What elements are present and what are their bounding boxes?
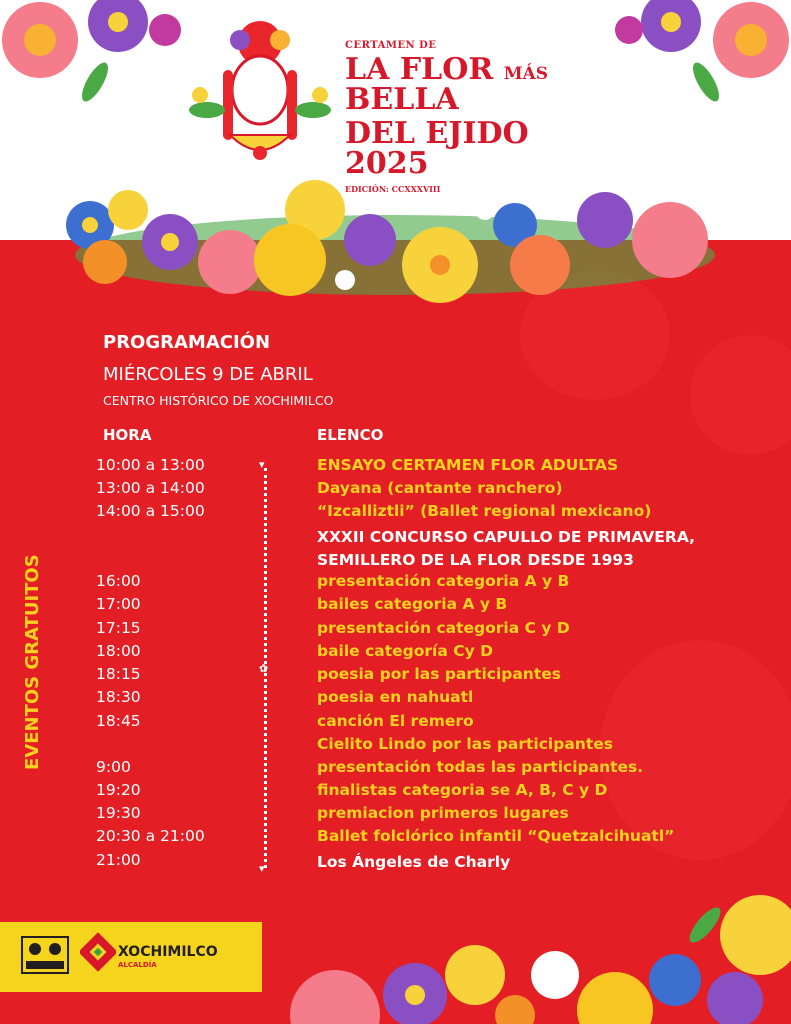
event-item: presentación categoria C y D	[317, 619, 570, 637]
flower-purple-icon	[88, 0, 148, 52]
flower-yellow-icon	[720, 895, 791, 975]
time-item: 9:00	[96, 758, 131, 776]
timeline-flower-middle-icon: ✿	[259, 662, 269, 675]
event-item: XXXII CONCURSO CAPULLO DE PRIMAVERA,	[317, 528, 696, 546]
flower-yellow-icon	[445, 945, 505, 1005]
flower-yellow-icon	[402, 227, 478, 303]
flower-yellow-icon	[254, 224, 326, 296]
event-item: finalistas categoria se A, B, C y D	[317, 781, 608, 799]
flower-magenta-icon	[615, 16, 643, 44]
event-item: premiacion primeros lugares	[317, 804, 569, 822]
event-item: presentación todas las participantes.	[317, 758, 644, 776]
flower-white-icon	[335, 270, 355, 290]
side-label: EVENTOS GRATUITOS	[22, 554, 43, 770]
flower-garland	[60, 170, 730, 310]
time-item: 19:20	[96, 781, 141, 799]
flower-orange-icon	[495, 995, 535, 1024]
event-item: ENSAYO CERTAMEN FLOR ADULTAS	[317, 456, 619, 474]
event-date: MIÉRCOLES 9 DE ABRIL	[103, 364, 313, 385]
time-item: 20:30 a 21:00	[96, 827, 205, 845]
top-left-flowers	[0, 0, 190, 110]
flower-white-icon	[475, 200, 495, 220]
flower-yellow-icon	[108, 190, 148, 230]
section-title: PROGRAMACIÓN	[103, 332, 271, 353]
time-item: 19:30	[96, 804, 141, 822]
event-item: “Izcalliztli” (Ballet regional mexicano)	[317, 502, 652, 520]
time-item: 17:15	[96, 619, 141, 637]
flower-purple-icon	[707, 972, 763, 1024]
event-item: baile categoría Cy D	[317, 642, 493, 660]
event-item: Los Ángeles de Charly	[317, 853, 511, 871]
event-item: presentación categoria A y B	[317, 572, 570, 590]
flower-pink-icon	[713, 2, 789, 78]
time-item: 10:00 a 13:00	[96, 456, 205, 474]
edition: EDICIÓN: CCXXXVIII	[345, 184, 441, 194]
column-header-elenco: ELENCO	[317, 426, 384, 444]
event-item: Cielito Lindo por las participantes	[317, 735, 613, 753]
background-flower-shape	[690, 335, 791, 455]
xochimilco-logo-icon	[80, 932, 116, 976]
flower-pink-icon	[632, 202, 708, 278]
title-line-2: DEL EJIDO 2025	[345, 116, 529, 181]
column-header-hora: HORA	[103, 426, 152, 444]
title-line-1: LA FLOR MÁS BELLA	[345, 52, 549, 117]
flower-queen-illustration-icon	[185, 15, 335, 165]
event-item: Ballet folclórico infantil “Quetzalcihuatl”	[317, 827, 675, 845]
timeline-flower-bottom-icon: ▾	[259, 862, 265, 875]
time-item: 17:00	[96, 595, 141, 613]
flower-blue-icon	[649, 954, 701, 1006]
flower-purple-icon	[577, 192, 633, 248]
pre-title: CERTAMEN DE	[345, 40, 437, 51]
flower-purple-icon	[383, 963, 447, 1024]
flower-pink-icon	[198, 230, 262, 294]
time-item: 18:15	[96, 665, 141, 683]
flower-purple-icon	[344, 214, 396, 266]
time-item: 16:00	[96, 572, 141, 590]
event-location: CENTRO HISTÓRICO DE XOCHIMILCO	[103, 393, 334, 408]
flower-orange-icon	[83, 240, 127, 284]
flower-white-icon	[531, 951, 579, 999]
flower-yellow-icon	[577, 972, 653, 1024]
event-item: Dayana (cantante ranchero)	[317, 479, 563, 497]
time-item: 18:45	[96, 712, 141, 730]
time-item: 21:00	[96, 851, 141, 869]
event-item: bailes categoria A y B	[317, 595, 508, 613]
cdmx-logo-icon	[20, 935, 70, 975]
flower-purple-icon	[142, 214, 198, 270]
flower-pink-icon	[290, 970, 380, 1024]
flower-magenta-icon	[149, 14, 181, 46]
event-item: SEMILLERO DE LA FLOR DESDE 1993	[317, 551, 634, 569]
leaf-icon	[688, 59, 724, 105]
flower-purple-icon	[641, 0, 701, 52]
time-item: 13:00 a 14:00	[96, 479, 205, 497]
time-item: 18:00	[96, 642, 141, 660]
flower-orange-icon	[510, 235, 570, 295]
event-item: canción El remero	[317, 712, 474, 730]
footer-brand: XOCHIMILCO	[118, 944, 218, 960]
leaf-icon	[77, 59, 113, 105]
flower-pink-icon	[2, 2, 78, 78]
timeline-flower-top-icon: ▾	[259, 458, 265, 471]
leaf-icon	[685, 903, 726, 947]
bottom-flowers	[255, 895, 791, 1024]
event-item: poesia por las participantes	[317, 665, 561, 683]
footer-sub: ALCALDÍA	[118, 961, 157, 969]
top-right-flowers	[611, 0, 791, 110]
event-item: poesia en nahuatl	[317, 688, 474, 706]
time-item: 14:00 a 15:00	[96, 502, 205, 520]
time-item: 18:30	[96, 688, 141, 706]
